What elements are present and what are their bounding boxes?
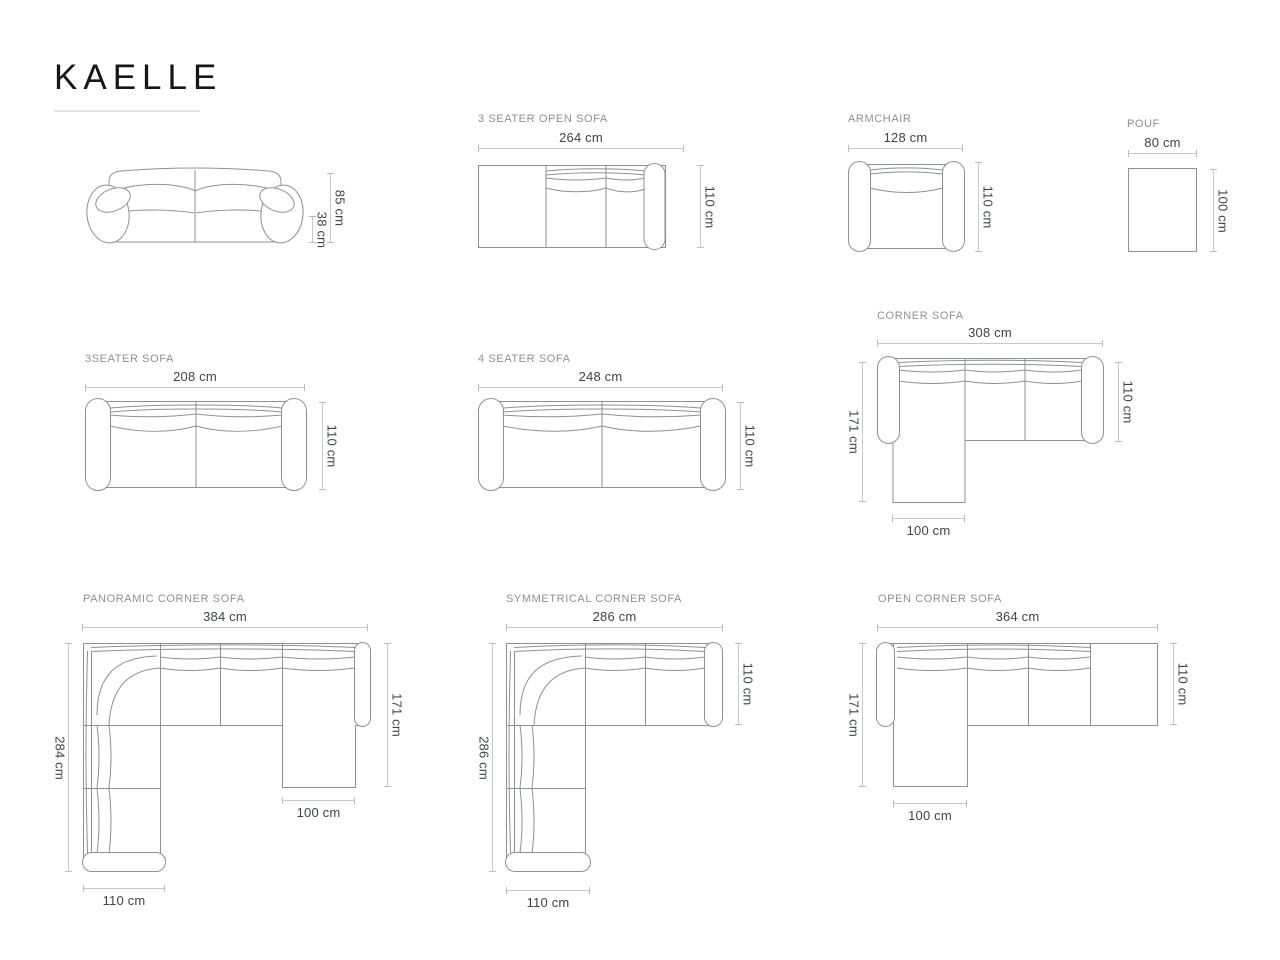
opencorner-width-value: 364 cm [995, 609, 1040, 624]
armchair-top-view-drawing [848, 161, 965, 252]
corner-chaise-width-value: 100 cm [906, 523, 951, 538]
symmetrical-depth-dim [738, 643, 756, 725]
panoramic-left-length-value: 284 cm [52, 735, 68, 780]
open3-depth-value: 110 cm [702, 185, 718, 228]
open3-width-dim [478, 130, 684, 149]
opencorner-width-dim [877, 609, 1158, 628]
panoramic-right-length-value: 171 cm [389, 693, 405, 737]
corner-chaise-width-dim [892, 518, 965, 538]
corner-depth-dim [1118, 362, 1136, 442]
panoramic-right-length-dim [387, 643, 405, 787]
corner-chaise-length-dim [846, 362, 863, 502]
symmetrical-left-length-value: 286 cm [476, 735, 492, 780]
corner-width-dim [877, 325, 1103, 344]
seater4-width-value: 248 cm [578, 369, 623, 384]
seater3-label: 3SEATER SOFA [85, 353, 174, 365]
symmetrical-left-length-dim [476, 643, 493, 872]
hero-side-view-drawing [85, 166, 305, 246]
armchair-depth-dim [978, 162, 996, 252]
hero-seat-height-dim [312, 211, 330, 248]
opencorner-depth-dim [1173, 643, 1191, 725]
panoramic-chaise-width-dim [282, 800, 355, 820]
brand-underline [54, 110, 200, 112]
opencorner-chaise-width-dim [893, 803, 967, 823]
brand-title: KAELLE [54, 58, 223, 97]
corner-label: CORNER SOFA [877, 310, 964, 322]
seater3-width-dim [85, 369, 305, 388]
symmetrical-depth-value: 110 cm [740, 662, 756, 706]
seater4-depth-dim [740, 402, 758, 490]
pouf-depth-value: 100 cm [1215, 188, 1231, 233]
open3-width-value: 264 cm [559, 130, 603, 145]
pouf-width-value: 80 cm [1144, 135, 1181, 150]
armchair-width-value: 128 cm [883, 130, 928, 145]
open3-depth-dim [700, 165, 718, 248]
panoramic-bottom-width-value: 110 cm [102, 893, 146, 908]
opencorner-chaise-width-value: 100 cm [908, 808, 952, 823]
open3-label: 3 SEATER OPEN SOFA [478, 113, 608, 125]
symmetrical-bottom-width-value: 110 cm [526, 895, 570, 910]
symmetrical-bottom-width-dim [506, 890, 590, 910]
pouf-width-dim [1128, 135, 1197, 154]
pouf-depth-dim [1213, 169, 1231, 252]
armchair-width-dim [848, 130, 963, 149]
pouf-label: POUF [1127, 118, 1160, 130]
seater3-width-value: 208 cm [173, 369, 217, 384]
corner-chaise-length-value: 171 cm [846, 410, 862, 454]
seater3-depth-value: 110 cm [324, 424, 340, 468]
opencorner-top-view-drawing [877, 643, 1158, 787]
panoramic-bottom-width-dim [83, 888, 165, 908]
hero-seat-height-value: 38 cm [314, 211, 330, 248]
seater4-label: 4 SEATER SOFA [478, 353, 571, 365]
seater4-width-dim [478, 369, 723, 388]
symmetrical-width-value: 286 cm [592, 609, 637, 624]
open3-top-view-drawing [478, 163, 684, 250]
corner-width-value: 308 cm [968, 325, 1012, 340]
panoramic-label: PANORAMIC CORNER SOFA [83, 593, 245, 605]
symmetrical-top-view-drawing [506, 643, 724, 872]
armchair-label: ARMCHAIR [848, 113, 912, 125]
panoramic-left-length-dim [52, 643, 69, 872]
panoramic-width-value: 384 cm [203, 609, 247, 624]
corner-depth-value: 110 cm [1120, 380, 1136, 424]
seater4-top-view-drawing [478, 398, 726, 491]
seater3-depth-dim [322, 402, 340, 490]
seater3-top-view-drawing [85, 398, 307, 491]
seater4-depth-value: 110 cm [742, 424, 758, 468]
symmetrical-label: SYMMETRICAL CORNER SOFA [506, 593, 682, 605]
panoramic-top-view-drawing [83, 643, 371, 872]
opencorner-left-length-value: 171 cm [846, 693, 862, 737]
opencorner-depth-value: 110 cm [1175, 662, 1191, 706]
corner-top-view-drawing [877, 356, 1104, 504]
opencorner-label: OPEN CORNER SOFA [878, 593, 1002, 605]
panoramic-chaise-width-value: 100 cm [296, 805, 341, 820]
hero-height-dim [330, 173, 348, 243]
opencorner-left-length-dim [846, 643, 863, 787]
symmetrical-width-dim [506, 609, 723, 628]
armchair-depth-value: 110 cm [980, 185, 996, 229]
panoramic-width-dim [82, 609, 368, 628]
pouf-top-view-drawing [1128, 168, 1197, 252]
hero-height-value: 85 cm [332, 189, 348, 227]
